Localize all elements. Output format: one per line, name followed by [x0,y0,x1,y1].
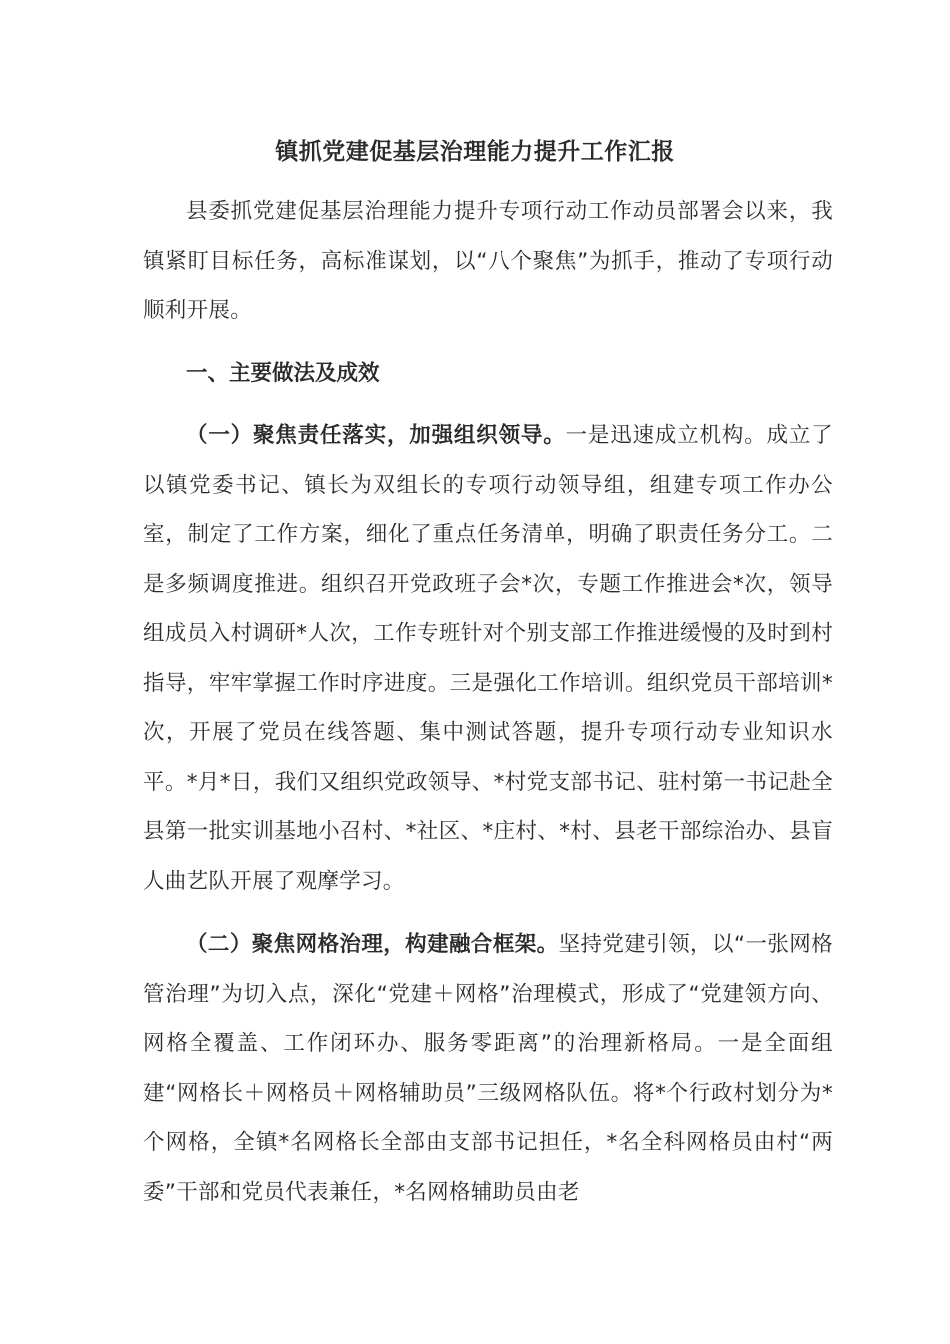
section-heading: 一、主要做法及成效 [186,361,380,386]
subsection-2-body: 坚持党建引领，以“一张网格管治理”为切入点，深化“党建＋网格”治理模式，形成了“党建领方向、网格全覆盖、工作闭环办、服务零距离”的治理新格局。一是全面组建“网格长＋网格员＋网格辅助员”三级网格队伍。将*个行政村划分为*个网格，全镇*名网格长全部由支部书记担任，*名全科网格员由村“两委”干部和党员代表兼任，*名网格辅助员由老 [143,932,833,1205]
document-title: 镇抓党建促基层治理能力提升工作汇报 [275,139,675,165]
subsection-2-lead: （二）聚焦网格治理，构建融合框架。 [186,932,559,957]
subsection-1-lead: （一）聚焦责任落实，加强组织领导。 [186,423,566,448]
subsection-2-paragraph [143,920,833,1217]
subsection-1-body: 一是迅速成立机构。成立了以镇党委书记、镇长为双组长的专项行动领导组，组建专项工作办公室，制定了工作方案，细化了重点任务清单，明确了职责任务分工。二是多频调度推进。组织召开党政班子会*次，专题工作推进会*次，领导组成员入村调研*人次，工作专班针对个别支部工作推进缓慢的及时到村指导，牢牢掌握工作时序进度。三是强化工作培训。组织党员干部培训*次，开展了党员在线答题、集中测试答题，提升专项行动专业知识水平。*月*日，我们又组织党政领导、*村党支部书记、驻村第一书记赴全县第一批实训基地小召村、*社区、*庄村、*村、县老干部综治办、县盲人曲艺队开展了观摩学习。 [143,423,833,894]
subsection-1-paragraph [143,411,833,906]
intro-paragraph: 县委抓党建促基层治理能力提升专项行动工作动员部署会以来，我镇紧盯目标任务，高标准谋划，以“八个聚焦”为抓手，推动了专项行动顺利开展。 [143,199,833,323]
